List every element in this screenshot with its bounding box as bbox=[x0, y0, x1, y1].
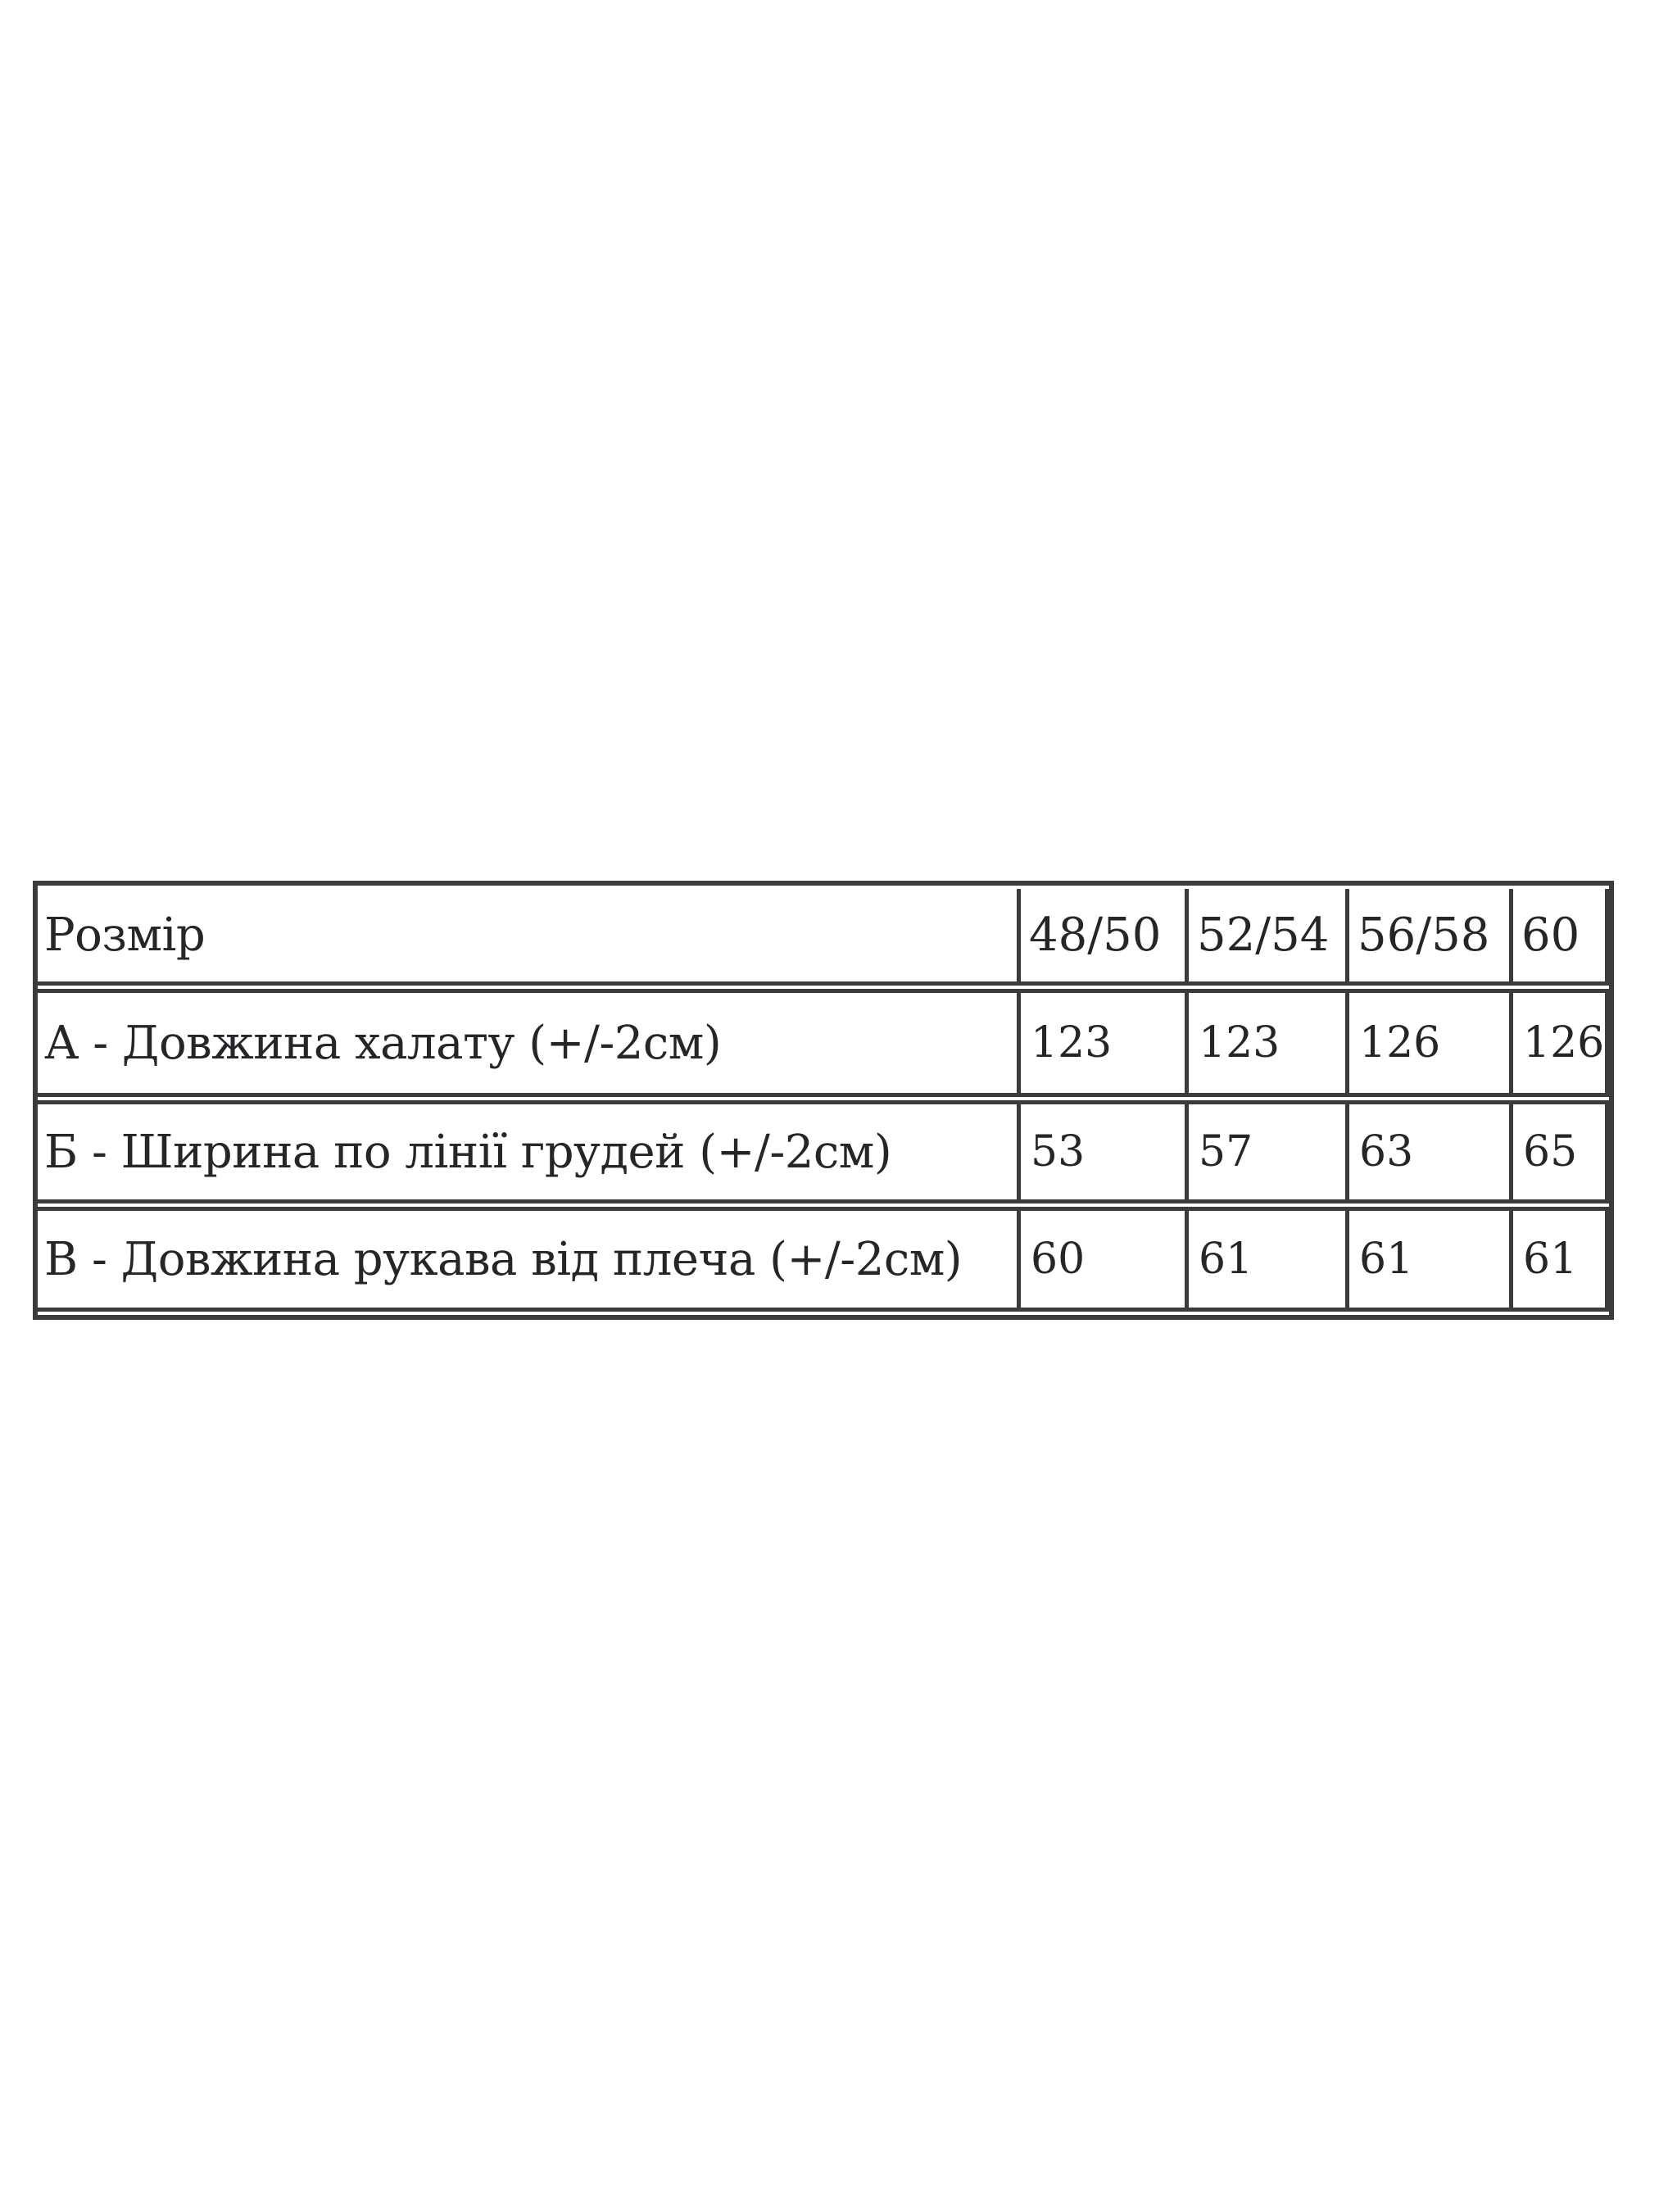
size-option-52-54: 52/54 bbox=[1189, 889, 1349, 986]
measurement-row-robe-length bbox=[38, 989, 1609, 1097]
measurement-label-chest-width: Б - Ширина по лінії грудей (+/-2см) bbox=[38, 1100, 1021, 1203]
size-header-row bbox=[38, 889, 1609, 986]
size-option-60: 60 bbox=[1513, 889, 1609, 986]
value-sleeve-length-56-58: 61 bbox=[1349, 1207, 1513, 1312]
value-robe-length-56-58: 126 bbox=[1349, 989, 1513, 1097]
size-option-48-50: 48/50 bbox=[1021, 889, 1189, 986]
value-chest-width-48-50: 53 bbox=[1021, 1100, 1189, 1203]
value-robe-length-52-54: 123 bbox=[1189, 989, 1349, 1097]
size-option-56-58: 56/58 bbox=[1349, 889, 1513, 986]
value-sleeve-length-48-50: 60 bbox=[1021, 1207, 1189, 1312]
value-chest-width-52-54: 57 bbox=[1189, 1100, 1349, 1203]
size-chart-table bbox=[33, 881, 1614, 1320]
measurement-label-robe-length: А - Довжина халату (+/-2см) bbox=[38, 989, 1021, 1097]
value-robe-length-60: 126 bbox=[1513, 989, 1609, 1097]
measurement-row-sleeve-length bbox=[38, 1207, 1609, 1312]
size-header-label: Розмір bbox=[38, 889, 1021, 986]
value-chest-width-60: 65 bbox=[1513, 1100, 1609, 1203]
measurement-label-sleeve-length: В - Довжина рукава від плеча (+/-2см) bbox=[38, 1207, 1021, 1312]
measurement-row-chest-width bbox=[38, 1100, 1609, 1203]
value-sleeve-length-60: 61 bbox=[1513, 1207, 1609, 1312]
value-robe-length-48-50: 123 bbox=[1021, 989, 1189, 1097]
value-sleeve-length-52-54: 61 bbox=[1189, 1207, 1349, 1312]
value-chest-width-56-58: 63 bbox=[1349, 1100, 1513, 1203]
